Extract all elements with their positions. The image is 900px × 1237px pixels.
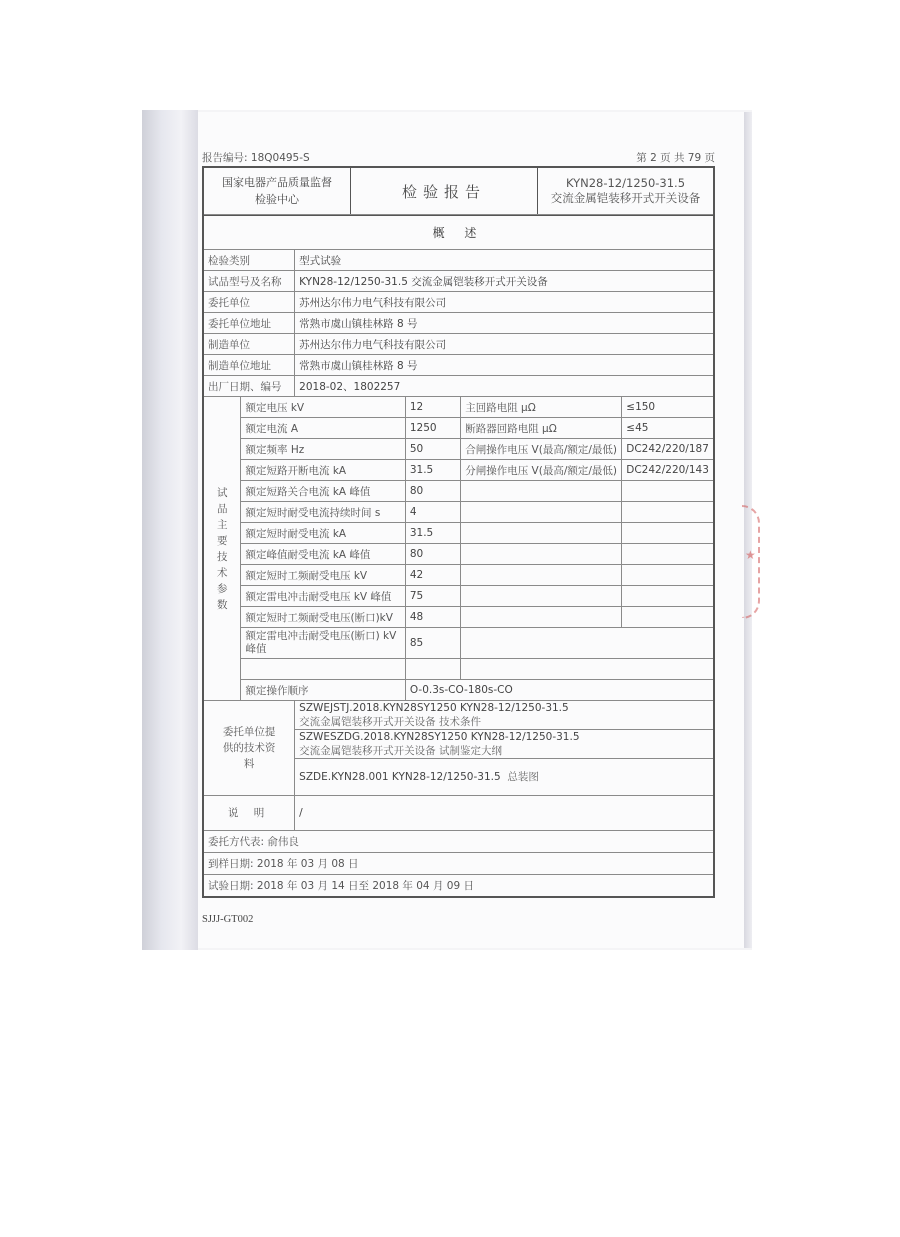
param-label: 额定雷电冲击耐受电压(断口) kV 峰值 <box>241 628 405 659</box>
field-label: 制造单位地址 <box>203 355 295 376</box>
param-label: 额定操作顺序 <box>241 680 405 701</box>
field-label: 委托单位地址 <box>203 313 295 334</box>
param-label: 额定短时工频耐受电压(断口)kV <box>241 607 405 628</box>
test-date <box>203 875 714 898</box>
param-row <box>203 481 714 502</box>
tech-docs-label <box>203 701 295 796</box>
overview-row <box>203 271 714 292</box>
param-value: ≤150 <box>622 397 714 418</box>
footer-row <box>203 853 714 875</box>
param-value: DC242/220/143 <box>622 460 714 481</box>
param-value: 12 <box>405 397 460 418</box>
product-name: 交流金属铠装移开式开关设备 <box>550 191 701 205</box>
footer-value: 俞伟良 <box>267 836 299 848</box>
param-value: 4 <box>405 502 460 523</box>
footer-value: 2018 年 03 月 08 日 <box>256 858 359 870</box>
param-label-empty <box>461 502 622 523</box>
document-title: 检验报告 <box>351 167 538 215</box>
param-value: O-0.3s-CO-180s-CO <box>405 680 714 701</box>
param-label: 额定电压 kV <box>241 397 405 418</box>
param-label: 主回路电阻 μΩ <box>461 397 622 418</box>
param-value: 80 <box>405 481 460 502</box>
param-label: 额定峰值耐受电流 kA 峰值 <box>241 544 405 565</box>
param-value: 31.5 <box>405 460 460 481</box>
param-label: 分闸操作电压 V(最高/额定/最低) <box>461 460 622 481</box>
tech-doc-item <box>295 701 714 730</box>
overview-row <box>203 292 714 313</box>
section-title: 概 述 <box>203 215 714 250</box>
footer-label: 试验日期: <box>208 880 254 892</box>
param-merged-empty <box>461 628 714 659</box>
tech-doc-item <box>295 759 714 796</box>
report-number-label: 报告编号: <box>202 152 248 164</box>
param-label-empty <box>461 523 622 544</box>
param-value-empty <box>622 523 714 544</box>
param-value-empty <box>622 481 714 502</box>
overview-row <box>203 334 714 355</box>
param-row <box>203 439 714 460</box>
param-value-empty <box>622 607 714 628</box>
field-value: 常熟市虞山镇桂林路 8 号 <box>295 355 714 376</box>
param-label: 额定雷电冲击耐受电压 kV 峰值 <box>241 586 405 607</box>
doc-desc: 交流金属铠装移开式开关设备 试制鉴定大纲 <box>299 745 502 757</box>
page-info: 第 2 页 共 79 页 <box>636 152 715 164</box>
footer-label: 委托方代表: <box>208 836 265 848</box>
param-label: 额定短时耐受电流持续时间 s <box>241 502 405 523</box>
doc-code: SZWESZDG.2018.KYN28SY1250 KYN28-12/1250-31.5 <box>299 731 580 743</box>
report-number-value: 18Q0495-S <box>250 152 310 164</box>
param-label: 合闸操作电压 V(最高/额定/最低) <box>461 439 622 460</box>
param-row <box>203 460 714 481</box>
report-number <box>202 150 310 165</box>
binder-spine <box>142 110 198 950</box>
param-row <box>203 523 714 544</box>
doc-code: SZWEJSTJ.2018.KYN28SY1250 KYN28-12/1250-31.5 <box>299 702 569 714</box>
overview-row <box>203 376 714 397</box>
field-value: 型式试验 <box>295 250 714 271</box>
param-value: 85 <box>405 628 460 659</box>
param-row <box>203 607 714 628</box>
client-representative <box>203 831 714 853</box>
footer-value: 2018 年 03 月 14 日至 2018 年 04 月 09 日 <box>256 880 474 892</box>
footer-row <box>203 875 714 898</box>
param-label: 额定短路关合电流 kA 峰值 <box>241 481 405 502</box>
doc-code: SZDE.KYN28.001 KYN28-12/1250-31.5 <box>299 771 501 783</box>
doc-desc: 总装图 <box>507 771 539 783</box>
param-label: 额定短时耐受电流 kA <box>241 523 405 544</box>
param-label: 额定电流 A <box>241 418 405 439</box>
field-label: 检验类别 <box>203 250 295 271</box>
official-seal <box>742 505 760 619</box>
param-value-empty <box>622 544 714 565</box>
param-value: 75 <box>405 586 460 607</box>
footer-row <box>203 831 714 853</box>
field-value: 常熟市虞山镇桂林路 8 号 <box>295 313 714 334</box>
sample-arrival-date <box>203 853 714 875</box>
param-row <box>203 680 714 701</box>
tech-doc-row <box>203 701 714 730</box>
param-value: ≤45 <box>622 418 714 439</box>
tech-doc-item <box>295 730 714 759</box>
param-merged-empty <box>461 659 714 680</box>
remarks-label: 说 明 <box>203 796 295 831</box>
param-label-empty <box>241 659 405 680</box>
param-value: DC242/220/187 <box>622 439 714 460</box>
field-value: 2018-02、1802257 <box>295 376 714 397</box>
param-row <box>203 544 714 565</box>
param-label-empty <box>461 544 622 565</box>
param-value: 42 <box>405 565 460 586</box>
param-label-empty <box>461 607 622 628</box>
param-row-empty <box>203 659 714 680</box>
param-value: 31.5 <box>405 523 460 544</box>
param-row <box>203 397 714 418</box>
remarks-value: / <box>295 796 714 831</box>
param-label: 断路器回路电阻 μΩ <box>461 418 622 439</box>
param-label: 额定短时工频耐受电压 kV <box>241 565 405 586</box>
footer-label: 到样日期: <box>208 858 254 870</box>
field-label: 试品型号及名称 <box>203 271 295 292</box>
param-value: 1250 <box>405 418 460 439</box>
title-block <box>202 166 715 216</box>
doc-desc: 交流金属铠装移开式开关设备 技术条件 <box>299 716 481 728</box>
product-identifier <box>538 167 715 215</box>
field-value: KYN28-12/1250-31.5 交流金属铠装移开式开关设备 <box>295 271 714 292</box>
tech-params-group-label <box>203 397 241 701</box>
param-value: 48 <box>405 607 460 628</box>
param-label-empty <box>461 481 622 502</box>
tech-docs-label-text: 委托单位提供的技术资料 <box>222 726 276 770</box>
form-code: SJJJ-GT002 <box>202 914 254 925</box>
param-label: 额定短路开断电流 kA <box>241 460 405 481</box>
field-label: 委托单位 <box>203 292 295 313</box>
param-row <box>203 502 714 523</box>
overview-row <box>203 313 714 334</box>
org-line-2: 检验中心 <box>255 193 299 206</box>
remarks-row <box>203 796 714 831</box>
param-value-empty <box>405 659 460 680</box>
param-label-empty <box>461 586 622 607</box>
param-row <box>203 565 714 586</box>
param-label-empty <box>461 565 622 586</box>
param-row <box>203 628 714 659</box>
overview-table <box>202 214 715 898</box>
param-label: 额定频率 Hz <box>241 439 405 460</box>
overview-row <box>203 355 714 376</box>
org-line-1: 国家电器产品质量监督 <box>222 176 332 189</box>
param-value: 80 <box>405 544 460 565</box>
field-value: 苏州达尔伟力电气科技有限公司 <box>295 334 714 355</box>
param-value: 50 <box>405 439 460 460</box>
param-value-empty <box>622 565 714 586</box>
overview-row <box>203 250 714 271</box>
param-row <box>203 418 714 439</box>
field-value: 苏州达尔伟力电气科技有限公司 <box>295 292 714 313</box>
product-model: KYN28-12/1250-31.5 <box>565 176 686 190</box>
seal-star-icon: ★ <box>745 548 756 562</box>
param-value-empty <box>622 502 714 523</box>
param-row <box>203 586 714 607</box>
field-label: 出厂日期、编号 <box>203 376 295 397</box>
field-label: 制造单位 <box>203 334 295 355</box>
group-label-text: 试品主要技术参数 <box>216 486 228 611</box>
issuing-organization <box>203 167 351 215</box>
param-value-empty <box>622 586 714 607</box>
